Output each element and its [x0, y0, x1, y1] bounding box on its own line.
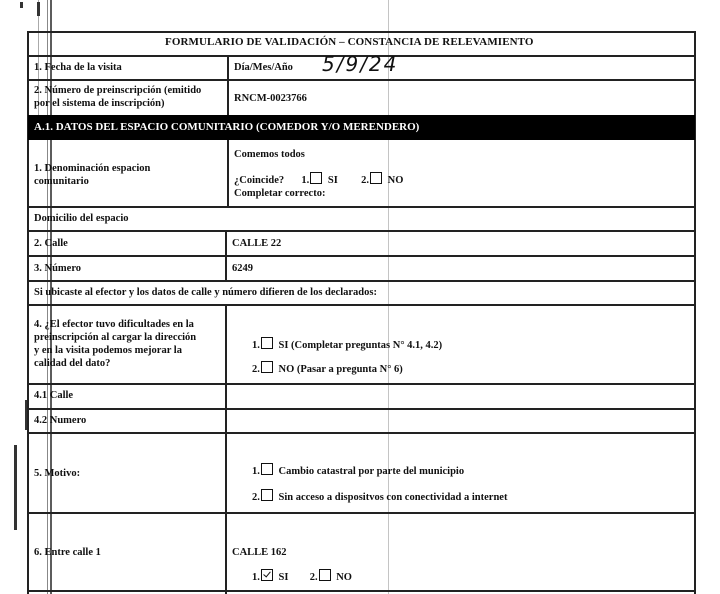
- q5-option-2: [252, 489, 507, 504]
- coincide-label: ¿Coincide?: [234, 175, 285, 186]
- q5-option-1: [252, 463, 464, 478]
- scan-streak: [20, 2, 23, 8]
- column-divider: [227, 140, 229, 206]
- completar-correcto-label: Completar correcto:: [234, 188, 326, 199]
- q6-si-label: SI: [278, 572, 289, 583]
- table-border-top: [27, 31, 695, 33]
- fecha-label: 1. Fecha de la visita: [34, 62, 122, 73]
- preinscripcion-value: RNCM-0023766: [234, 93, 307, 104]
- column-divider: [227, 55, 229, 115]
- q6-no-label: NO: [336, 572, 352, 583]
- q6-si-num: 1.: [252, 572, 260, 583]
- row-line: [27, 432, 695, 434]
- row-line: [27, 206, 695, 208]
- column-divider: [225, 304, 227, 594]
- row-line: [27, 590, 695, 592]
- q5-opt2-checkbox[interactable]: [261, 489, 273, 501]
- q42-label: 4.2 Numero: [34, 415, 87, 426]
- q42-value[interactable]: [232, 414, 682, 428]
- q4-label-line2: preinscripción al cargar la dirección: [34, 332, 197, 343]
- coincide-no-checkbox[interactable]: [370, 172, 382, 184]
- q4-no-num: 2.: [252, 364, 260, 375]
- q5-opt1-checkbox[interactable]: [261, 463, 273, 475]
- q4-option-no: [252, 361, 403, 376]
- scan-line: [388, 0, 389, 594]
- section-a1-header: [28, 115, 695, 140]
- q6-label: 6. Entre calle 1: [34, 547, 101, 558]
- row-line: [27, 408, 695, 410]
- q6-si-checkbox[interactable]: [261, 569, 273, 581]
- column-divider: [225, 230, 227, 280]
- denominacion-label: [34, 162, 150, 188]
- domicilio-label: Domicilio del espacio: [34, 213, 129, 224]
- coincide-si-num: 1.: [301, 175, 310, 186]
- scan-streak: [14, 445, 17, 530]
- preinscripcion-label: [34, 84, 201, 110]
- q4-si-label: SI (Completar preguntas N° 4.1, 4.2): [278, 340, 443, 351]
- calle-value: CALLE 22: [232, 238, 282, 249]
- q6-value: CALLE 162: [232, 547, 287, 558]
- q4-label-line4: calidad del dato?: [34, 358, 111, 369]
- q5-label: 5. Motivo:: [34, 468, 81, 479]
- q5-opt1-num: 1.: [252, 466, 260, 477]
- row-line: [27, 383, 695, 385]
- row-line: [27, 512, 695, 514]
- coincide-no-num: 2.: [361, 175, 369, 186]
- form-title: FORMULARIO DE VALIDACIÓN – CONSTANCIA DE RELEVAMIENTO: [165, 36, 534, 48]
- q4-label-line3: y en la visita podemos mejorar la: [34, 345, 182, 356]
- row-line: [27, 79, 695, 81]
- q6-options: [252, 569, 352, 584]
- coincide-no-label: NO: [387, 175, 404, 186]
- q5-opt2-label: Sin acceso a dispositvos con conectividad a internet: [278, 492, 508, 503]
- row-line: [27, 304, 695, 306]
- preinscripcion-label-line1: 2. Número de preinscripción (emitido: [34, 85, 202, 96]
- coincide-si-label: SI: [327, 175, 338, 186]
- q4-no-label: NO (Pasar a pregunta N° 6): [278, 364, 403, 375]
- fecha-value[interactable]: 5/9/24: [322, 52, 399, 76]
- numero-value: 6249: [232, 263, 253, 274]
- q4-si-checkbox[interactable]: [261, 337, 273, 349]
- denominacion-value: Comemos todos: [234, 149, 305, 160]
- q4-si-num: 1.: [252, 340, 260, 351]
- q6-no-checkbox[interactable]: [319, 569, 331, 581]
- q41-value[interactable]: [232, 389, 682, 403]
- denominacion-label-line1: 1. Denominación espacion: [34, 163, 151, 174]
- q5-opt2-num: 2.: [252, 492, 260, 503]
- preinscripcion-label-line2: por el sistema de inscripción): [34, 98, 165, 109]
- q4-label-line1: 4. ¿El efector tuvo dificultades en la: [34, 319, 194, 330]
- q4-label: [34, 318, 196, 370]
- scan-streak: [37, 2, 40, 16]
- q6-no-num: 2.: [309, 572, 318, 583]
- si-ubicaste-note: Si ubicaste al efector y los datos de calle y número difieren de los declarados:: [34, 287, 377, 298]
- section-a1-title: A.1. DATOS DEL ESPACIO COMUNITARIO (COMEDOR Y/O MERENDERO): [34, 121, 420, 133]
- q5-opt1-label: Cambio catastral por parte del municipio: [278, 466, 465, 477]
- row-line: [27, 280, 695, 282]
- q41-label: 4.1 Calle: [34, 390, 74, 401]
- q4-no-checkbox[interactable]: [261, 361, 273, 373]
- row-line: [27, 230, 695, 232]
- coincide-si-checkbox[interactable]: [310, 172, 322, 184]
- fecha-format-label: Día/Mes/Año: [234, 62, 293, 73]
- q4-option-si: [252, 337, 442, 352]
- calle-label: 2. Calle: [34, 238, 68, 249]
- denominacion-label-line2: comunitario: [34, 176, 89, 187]
- coincide-row: [234, 172, 403, 187]
- row-line: [27, 255, 695, 257]
- numero-label: 3. Número: [34, 263, 82, 274]
